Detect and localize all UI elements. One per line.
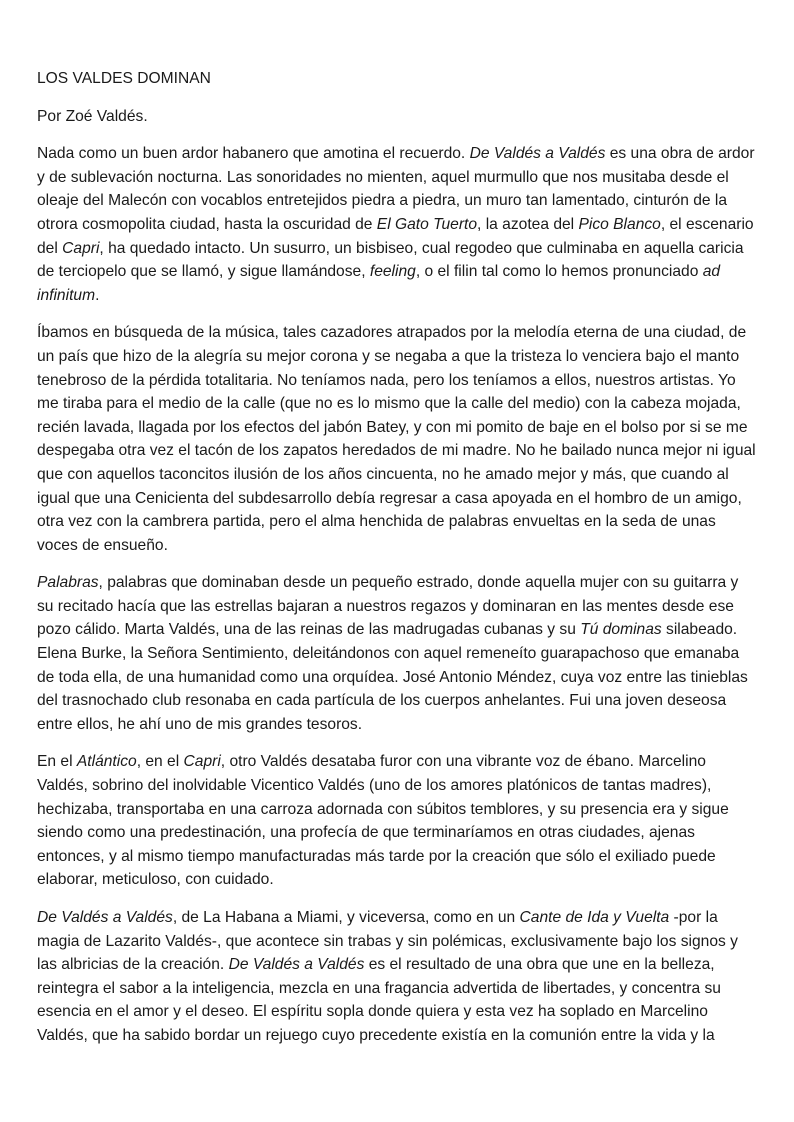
text-run: , el escenario del: [37, 215, 754, 257]
text-run: silabeado. Elena Burke, la Señora Sentimiento, deleitándonos con aquel remeneíto guarapachoso que emanaba de toda ella, de una humanidad como una orquídea. José Antonio Méndez, cuya voz entre las tinieblas del trasnochado club resonaba en cada partícula de los cuerpos anhelantes. Fui una joven deseosa entre ellos, he ahí uno de mis grandes tesoros.: [37, 621, 748, 733]
italic-venue: Pico Blanco: [578, 215, 661, 233]
text-run: , en el: [136, 753, 184, 771]
italic-title: De Valdés a Valdés: [37, 909, 173, 926]
text-run: , palabras que dominaban desde un pequeño estrado, donde aquella mujer con su guitarra y su recitado hacía que las estrellas bajaran a nuestros regazos y dominaran en las mentes desde ese pozo cálido. Marta Valdés, una de las reinas de las madrugadas cubanas y su: [37, 574, 739, 639]
italic-title: De Valdés a Valdés: [228, 956, 365, 974]
italic-venue: El Gato Tuerto: [376, 215, 478, 233]
paragraph-5: [37, 906, 759, 1048]
italic-title: De Valdés a Valdés: [469, 145, 606, 163]
text-run: , la azotea del: [477, 215, 579, 233]
paragraph-2: Íbamos en búsqueda de la música, tales cazadores atrapados por la melodía eterna de una ciudad, de un país que hizo de la alegría su mejor corona y se negaba a que la tristeza lo venciera bajo el manto tenebroso de la pérdida totalitaria. No teníamos nada, pero los teníamos a ellos, nuestros artistas. Yo me tiraba para el medio de la calle (que no es lo mismo que la calle del medio) con la cabeza mojada, recién lavada, llagada por los efectos del jabón Batey, y con mi pomito de baje en el bolso por si se me despegaba otra vez el tacón de los zapatos heredados de mi madre. No he bailado nunca mejor ni igual que con aquellos taconcitos ilusión de los años cincuenta, no he amado mejor y más, que cuando al igual que una Cenicienta del subdesarrollo debía regresar a casa apoyada en el hombro de un amigo, otra vez con la cambrera partida, pero el alma henchida de palabras envueltas en la seda de unas voces de ensueño.: [37, 324, 756, 554]
text-run: , de La Habana a Miami, y viceversa, como en un: [172, 909, 520, 926]
text-run: es el resultado de una obra que une en la belleza, reintegra el sabor a la inteligencia, mezcla en una fragancia advertida de libertades, y concentra su esencia en el amor y el deseo. El espíritu sopla donde quiera y esta vez ha soplado en Marcelino Valdés, que ha sabido bordar un rejuego cuyo precedente existía en la comunión entre la vida y la: [37, 956, 721, 1044]
text-run: , o el filin tal como lo hemos pronunciado: [415, 263, 703, 281]
italic-venue: Capri: [183, 753, 221, 771]
document-page: [37, 67, 759, 1062]
text-run: -por la magia de Lazarito Valdés-, que acontece sin trabas y sin polémicas, exclusivamente bajo los signos y las albricias de la creación.: [37, 909, 738, 974]
italic-venue: Atlántico: [76, 753, 137, 771]
document-title: LOS VALDES DOMINAN: [37, 70, 211, 87]
text-run: , otro Valdés desataba furor con una vibrante voz de ébano. Marcelino Valdés, sobrino del inolvidable Vicentico Valdés (uno de los amores platónicos de tantas madres), hechizaba, transportaba en una carroza adornada con súbitos temblores, y su presencia era y sigue siendo como una predestinación, una profecía de que terminaríamos en otras ciudades, ajenas entonces, y al mismo tiempo manufacturadas más tarde por la creación que sólo el exiliado puede elaborar, meticuloso, con cuidado.: [37, 753, 729, 889]
paragraph-3: [37, 571, 759, 736]
text-run: En el: [37, 753, 77, 771]
text-run: , ha quedado intacto. Un susurro, un bisbiseo, cual regodeo que culminaba en aquella caricia de terciopelo que se llamó, y sigue llamándose,: [37, 239, 744, 281]
paragraph-1: [37, 142, 759, 307]
italic-term: Palabras: [37, 574, 99, 592]
italic-song: Tú dominas: [580, 621, 662, 639]
text-run: es una obra de ardor y de sublevación nocturna. Las sonoridades no mienten, aquel murmullo que nos musitaba desde el oleaje del Malecón con vocablos entretejidos piedra a piedra, un muro tan lamentado, cinturón de la otrora cosmopolita ciudad, hasta la oscuridad de: [37, 145, 755, 233]
italic-title: Cante de Ida y Vuelta: [519, 909, 670, 926]
italic-term: ad infinitum: [37, 263, 721, 304]
text-run: .: [95, 286, 100, 304]
italic-term: feeling: [369, 263, 416, 281]
text-run: Nada como un buen ardor habanero que amotina el recuerdo.: [37, 145, 470, 163]
paragraph-4: [37, 750, 759, 892]
italic-venue: Capri: [62, 239, 100, 257]
document-byline: Por Zoé Valdés.: [37, 107, 148, 125]
